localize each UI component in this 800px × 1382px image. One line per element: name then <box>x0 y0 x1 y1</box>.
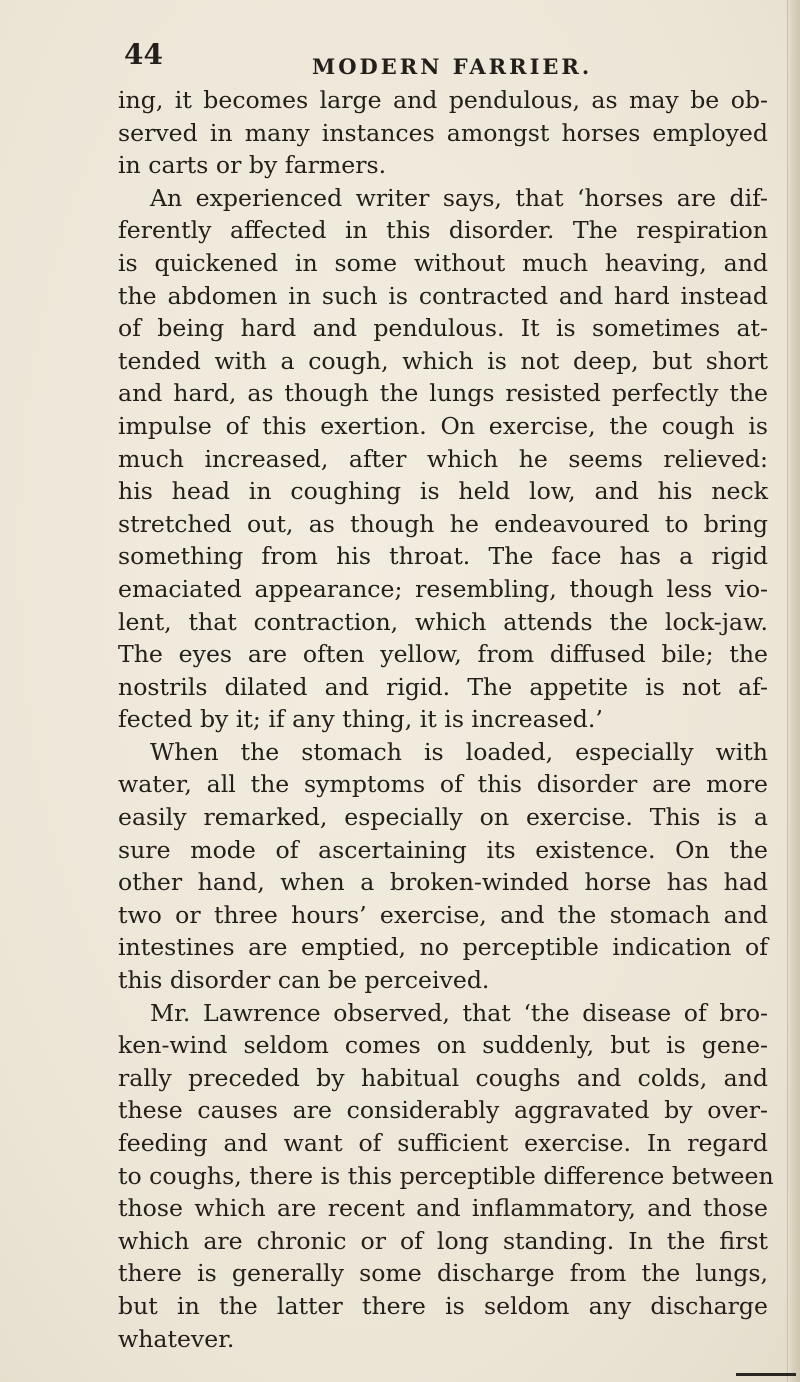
text-line: ken-wind seldom comes on suddenly, but is gene- <box>118 1031 768 1060</box>
text-line: those which are recent and inflammatory, and those <box>118 1194 768 1223</box>
text-line: something from his throat. The face has a rigid <box>118 542 768 571</box>
text-line: ing, it becomes large and pendulous, as may be ob- <box>118 86 768 114</box>
page-header <box>124 38 764 78</box>
text-line: ferently affected in this disorder. The respiration <box>118 216 768 245</box>
text-line: two or three hours’ exercise, and the stomach and <box>118 900 768 929</box>
text-line: nostrils dilated and rigid. The appetite is not af- <box>118 672 768 701</box>
paragraph-start-line: When the stomach is loaded, especially with <box>150 737 768 766</box>
text-line: in carts or by farmers. <box>118 151 387 180</box>
text-line: fected by it; if any thing, it is increased.’ <box>118 705 603 734</box>
text-line: easily remarked, especially on exercise. This is a <box>118 803 768 832</box>
text-line: of being hard and pendulous. It is sometimes at- <box>118 314 768 343</box>
text-line: lent, that contraction, which attends the lock-jaw. <box>118 607 768 636</box>
text-line: emaciated appearance; resembling, though less vio- <box>118 574 768 603</box>
text-line: intestines are emptied, no perceptible indication of <box>118 933 768 962</box>
text-line: The eyes are often yellow, from diffused bile; the <box>118 640 768 669</box>
text-line: these causes are considerably aggravated by over- <box>118 1096 768 1125</box>
text-line: tended with a cough, which is not deep, but short <box>118 346 768 375</box>
text-line: and hard, as though the lungs resisted perfectly the <box>118 379 768 408</box>
text-line: to coughs, there is this perceptible difference between <box>118 1161 774 1190</box>
text-line: the abdomen in such is contracted and hard instead <box>118 281 768 310</box>
page-edge-shadow <box>787 0 800 1382</box>
text-line: which are chronic or of long standing. In the first <box>118 1226 768 1255</box>
text-line: is quickened in some without much heaving, and <box>118 248 768 277</box>
page-number: 44 <box>124 38 163 71</box>
binding-mark <box>736 1373 796 1376</box>
text-line: stretched out, as though he endeavoured to bring <box>118 509 768 538</box>
text-line: impulse of this exertion. On exercise, the cough is <box>118 411 768 440</box>
text-line: feeding and want of sufficient exercise. In regard <box>118 1129 768 1157</box>
text-line: there is generally some discharge from the lungs, <box>118 1259 768 1288</box>
text-line: but in the latter there is seldom any discharge <box>118 1291 768 1320</box>
text-line: other hand, when a broken-winded horse has had <box>118 868 768 897</box>
text-line: much increased, after which he seems relieved: <box>118 444 768 473</box>
text-line: water, all the symptoms of this disorder are more <box>118 770 768 799</box>
running-head: MODERN FARRIER. <box>312 54 593 79</box>
text-line: rally preceded by habitual coughs and colds, and <box>118 1063 768 1092</box>
paragraph-start-line: An experienced writer says, that ‘horses are dif- <box>150 183 768 212</box>
text-line: this disorder can be perceived. <box>118 966 490 995</box>
body-text <box>118 84 774 1355</box>
text-line: whatever. <box>118 1324 235 1353</box>
paragraph-start-line: Mr. Lawrence observed, that ‘the disease of bro- <box>150 998 768 1027</box>
text-line: his head in coughing is held low, and his neck <box>118 477 768 506</box>
text-line: served in many instances amongst horses employed <box>118 118 768 147</box>
text-line: sure mode of ascertaining its existence. On the <box>118 835 768 864</box>
